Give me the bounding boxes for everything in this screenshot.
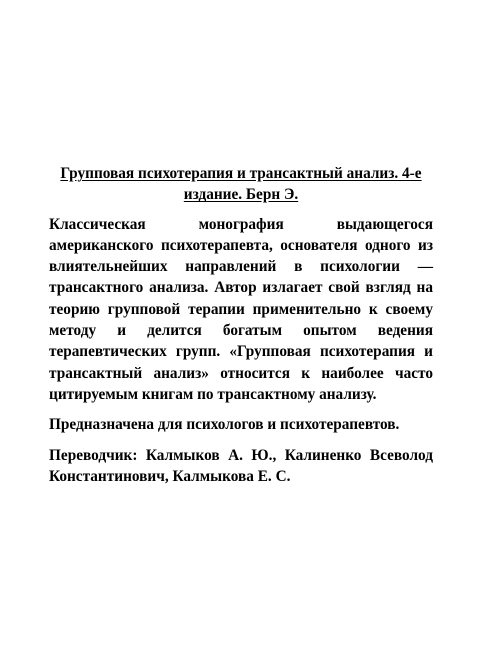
book-description: Классическая монография выдающегося американского психотерапевта, основателя одного из влиятельнейших направлений в психологии — трансактного анализа. Автор излагает свой взгляд на теорию групповой терапии применительно к своему методу и делится богатым опытом ведения терапевтических групп. «Групповая психотерапия и трансактный анализ» относится к наиболее часто цитируемым книгам по трансактному анализу.	[49, 215, 433, 403]
document-page	[49, 163, 433, 487]
book-translators: Переводчик: Калмыков А. Ю., Калиненко Всеволод Константинович, Калмыкова Е. С.	[49, 446, 433, 485]
book-audience: Предназначена для психологов и психотерапевтов.	[49, 416, 400, 434]
book-title: Групповая психотерапия и трансактный анализ. 4-е издание. Берн Э.	[60, 165, 422, 204]
